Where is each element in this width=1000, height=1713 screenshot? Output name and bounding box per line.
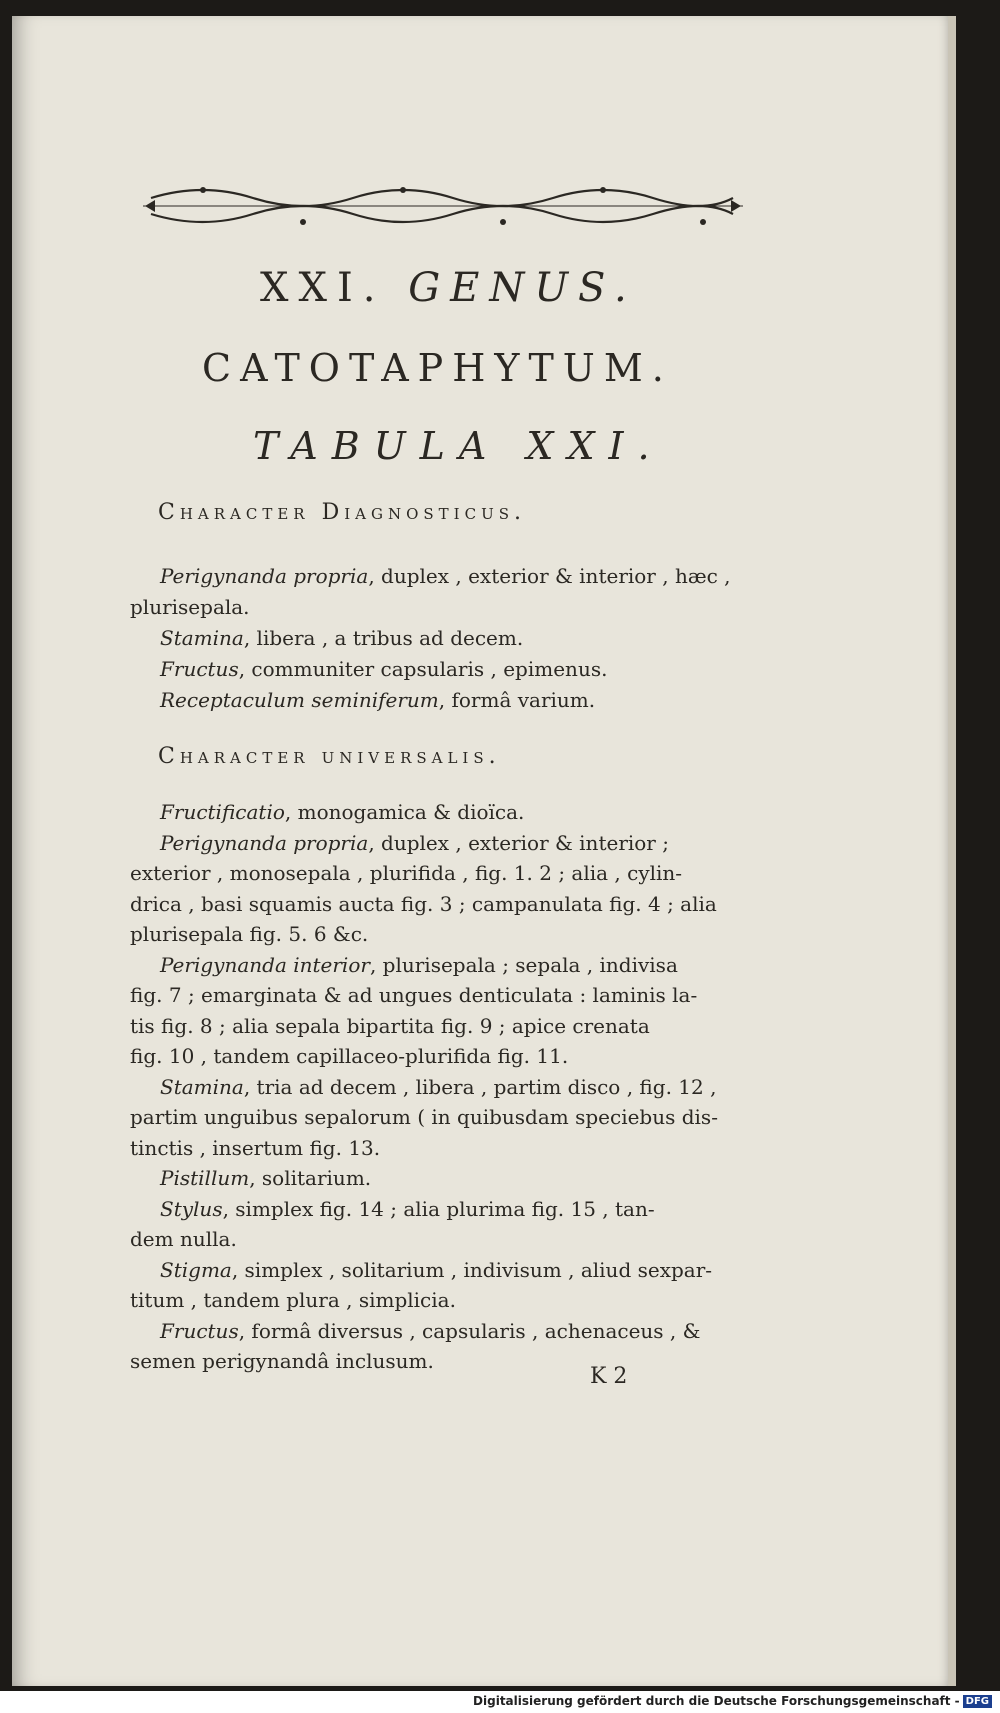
decorative-vine-ornament [143, 180, 743, 232]
term: Stylus [160, 1196, 223, 1221]
description: , simplex fig. 14 ; alia plurima fig. 15 , tan- [222, 1196, 655, 1221]
description: , solitarium. [249, 1166, 372, 1190]
section-title-universalis: Character universalis. [158, 744, 501, 769]
description: titum , tandem plura , simplicia. [130, 1288, 456, 1312]
text-line [130, 892, 717, 916]
text-line [130, 595, 250, 619]
description: drica , basi squamis aucta fig. 3 ; campanulata fig. 4 ; alia [130, 891, 717, 916]
text-line [130, 1288, 456, 1312]
description: , libera , a tribus ad decem. [243, 626, 524, 650]
description: dem nulla. [130, 1227, 237, 1251]
description: fig. 7 ; emarginata & ad ungues denticulata : laminis la- [130, 983, 698, 1007]
text-line [130, 983, 697, 1007]
description: , formâ varium. [438, 688, 596, 712]
description: , monogamica & dioïca. [284, 800, 525, 824]
term: Fructus [160, 1318, 239, 1343]
description: tis fig. 8 ; alia sepala bipartita fig. 9 ; apice crenata [130, 1013, 650, 1038]
description: partim unguibus sepalorum ( in quibusdam speciebus dis- [130, 1105, 718, 1129]
page-signature: K 2 [590, 1364, 628, 1389]
term: Fructus [160, 657, 239, 681]
footer-credit [473, 1694, 992, 1708]
description: , plurisepala ; sepala , indivisa [369, 952, 678, 977]
text-line [130, 1227, 237, 1251]
term: Stamina [160, 1074, 244, 1099]
description: exterior , monosepala , plurifida , fig. 1. 2 ; alia , cylin- [130, 861, 683, 885]
section-title-diagnosticus: Character Diagnosticus. [158, 500, 526, 525]
genus-name: CATOTAPHYTUM. [202, 346, 673, 390]
term: Perigynanda propria [160, 564, 369, 588]
text-line [160, 1075, 716, 1099]
description: , simplex , solitarium , indivisum , aliud sexpar- [231, 1257, 713, 1282]
text-line [160, 831, 669, 855]
text-line [130, 1014, 650, 1038]
text-line [130, 1349, 434, 1373]
term: Fructificatio [160, 800, 285, 824]
description: , duplex , exterior & interior ; [368, 830, 669, 855]
description: plurisepala. [130, 595, 250, 619]
term: Stamina [160, 626, 244, 650]
genus-heading [260, 265, 637, 311]
term: Perigynanda propria [160, 830, 369, 855]
text-line [130, 1044, 568, 1068]
description: plurisepala fig. 5. 6 &c. [130, 922, 369, 946]
page-edge [948, 16, 956, 1686]
text-line [130, 1136, 380, 1160]
text-line [160, 1166, 371, 1190]
text-line [160, 953, 678, 977]
term: Receptaculum seminiferum [160, 688, 439, 712]
tabula-heading: TABULA XXI. [253, 424, 664, 468]
description: tinctis , insertum fig. 13. [130, 1135, 381, 1160]
term: Pistillum [160, 1166, 250, 1190]
description: , duplex , exterior & interior , hæc , [368, 564, 731, 588]
text-line [160, 626, 523, 650]
genus-number: XXI. [260, 265, 386, 311]
text-line [130, 922, 368, 946]
text-line [160, 1258, 712, 1282]
text-line [130, 861, 682, 885]
description: fig. 10 , tandem capillaceo-plurifida fig. 11. [130, 1044, 569, 1068]
text-line [160, 657, 607, 681]
text-line [160, 1319, 700, 1343]
genus-word: GENUS. [408, 265, 637, 311]
description: , tria ad decem , libera , partim disco , fig. 12 , [243, 1074, 717, 1099]
term: Perigynanda interior [160, 952, 370, 977]
text-line [160, 1197, 655, 1221]
description: , formâ diversus , capsularis , achenaceus , & [238, 1318, 701, 1343]
text-line [160, 564, 731, 588]
description: semen perigynandâ inclusum. [130, 1349, 434, 1373]
text-line [160, 800, 524, 824]
dfg-logo: DFG [963, 1695, 992, 1708]
term: Stigma [160, 1257, 232, 1282]
text-line [160, 688, 595, 712]
description: , communiter capsularis , epimenus. [238, 657, 608, 681]
footer-text: Digitalisierung gefördert durch die Deutsche Forschungsgemeinschaft - [473, 1694, 960, 1708]
text-line [130, 1105, 718, 1129]
